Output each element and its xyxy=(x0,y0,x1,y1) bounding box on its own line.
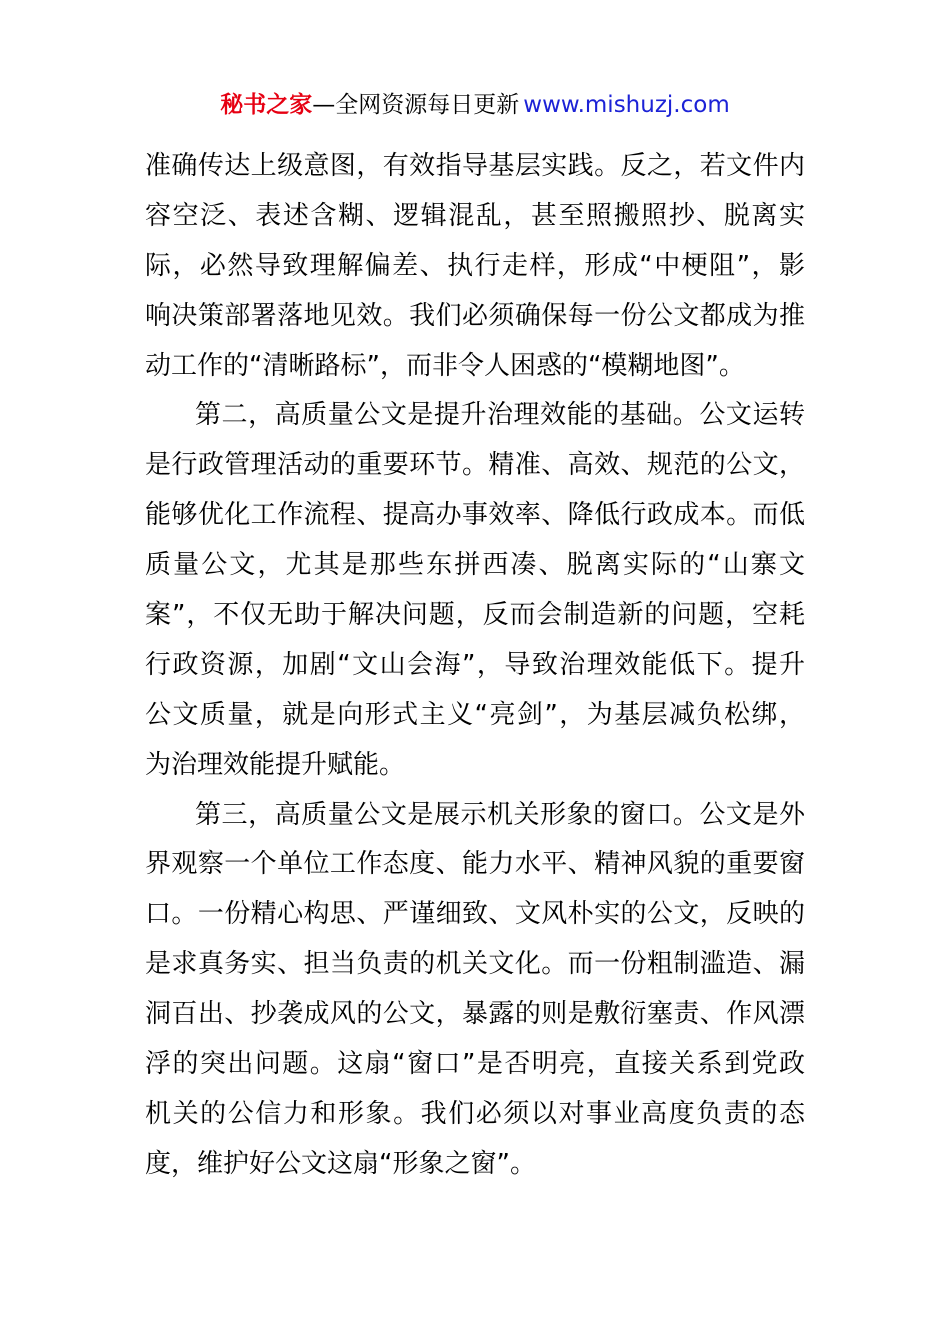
paragraph-third xyxy=(145,791,805,1190)
site-url: www.mishuzj.com xyxy=(523,92,730,118)
header-tagline: —全网资源每日更新 xyxy=(312,92,520,118)
text-line: 行政资源，加剧“文山会海”，导致治理效能低下。提升 xyxy=(145,649,805,680)
text-line: 响决策部署落地见效。我们必须确保每一份公文都成为推 xyxy=(145,300,805,331)
text-line: 界观察一个单位工作态度、能力水平、精神风貌的重要窗 xyxy=(145,849,805,880)
text-line: 准确传达上级意图，有效指导基层实践。反之，若文件内 xyxy=(145,151,805,181)
page-header xyxy=(0,88,950,122)
text-line: 是求真务实、担当负责的机关文化。而一份粗制滥造、漏 xyxy=(145,949,805,980)
document-body xyxy=(145,142,805,1190)
text-line: 第二，高质量公文是提升治理效能的基础。公文运转 xyxy=(195,400,805,431)
text-line: 动工作的“清晰路标”，而非令人困惑的“模糊地图”。 xyxy=(145,350,745,381)
text-line: 洞百出、抄袭成风的公文，暴露的则是敷衍塞责、作风漂 xyxy=(145,999,805,1030)
text-line: 浮的突出问题。这扇“窗口”是否明亮，直接关系到党政 xyxy=(145,1049,805,1080)
text-line: 第三，高质量公文是展示机关形象的窗口。公文是外 xyxy=(195,799,805,830)
text-line: 质量公文，尤其是那些东拼西凑、脱离实际的“山寨文 xyxy=(145,550,805,581)
text-line: 际，必然导致理解偏差、执行走样，形成“中梗阻”，影 xyxy=(145,250,805,281)
text-line: 度，维护好公文这扇“形象之窗”。 xyxy=(145,1148,536,1179)
text-line: 是行政管理活动的重要环节。精准、高效、规范的公文， xyxy=(145,450,805,481)
paragraph-second xyxy=(145,391,805,790)
text-line: 案”，不仅无助于解决问题，反而会制造新的问题，空耗 xyxy=(145,600,805,631)
text-line: 口。一份精心构思、严谨细致、文风朴实的公文，反映的 xyxy=(145,899,805,930)
text-line: 容空泛、表述含糊、逻辑混乱，甚至照搬照抄、脱离实 xyxy=(145,200,805,231)
brand-name: 秘书之家 xyxy=(220,92,313,118)
text-line: 公文质量，就是向形式主义“亮剑”，为基层减负松绑， xyxy=(145,699,805,730)
text-line: 能够优化工作流程、提高办事效率、降低行政成本。而低 xyxy=(145,500,805,531)
text-line: 为治理效能提升赋能。 xyxy=(145,749,406,780)
paragraph-continuation xyxy=(145,142,805,391)
text-line: 机关的公信力和形象。我们必须以对事业高度负责的态 xyxy=(145,1098,805,1129)
